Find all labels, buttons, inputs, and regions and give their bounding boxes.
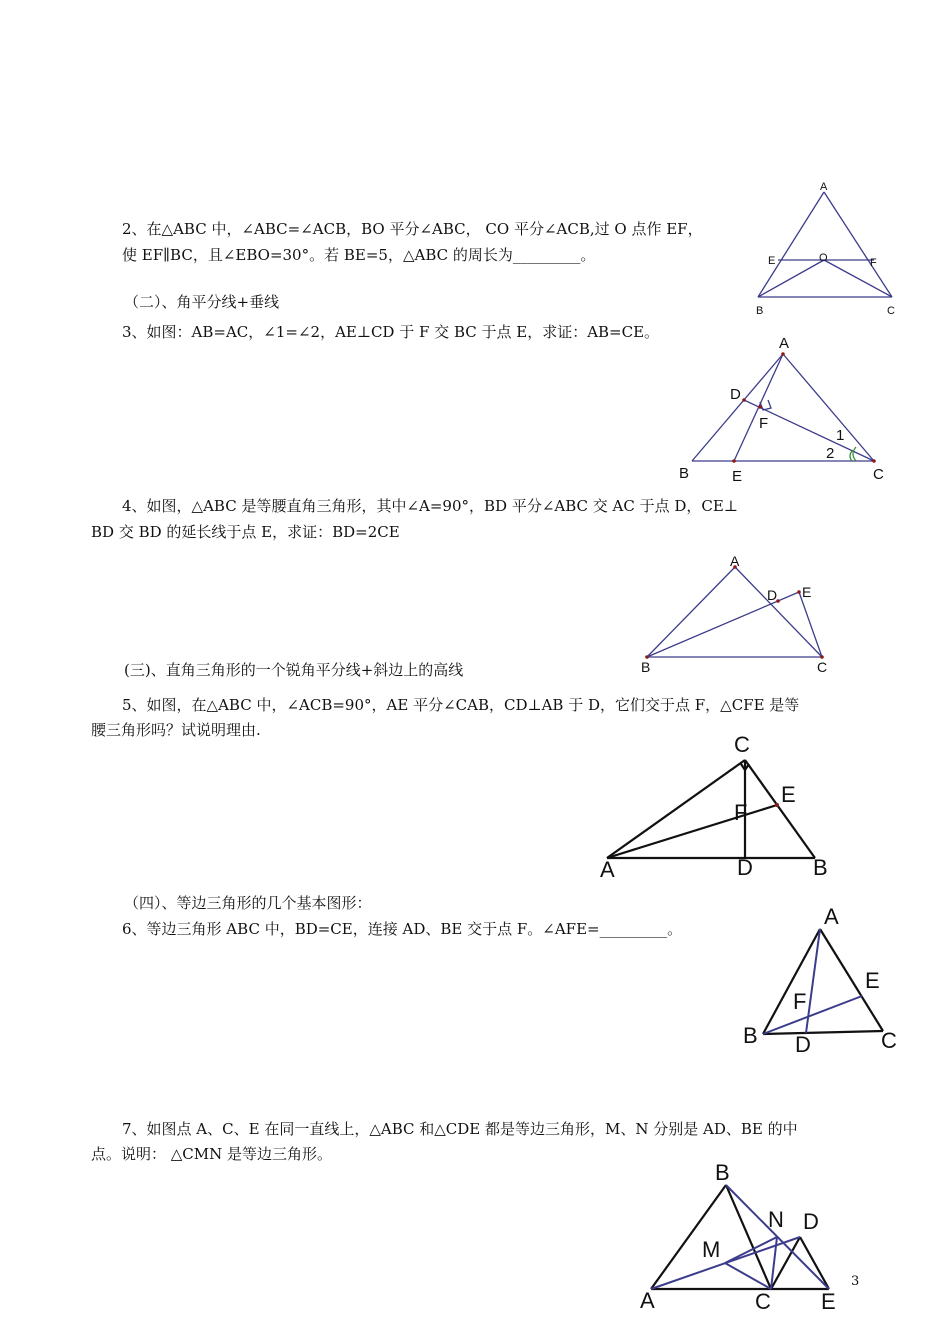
- q5-label-b: B: [813, 855, 828, 880]
- q7-line1: 7、如图点 A、C、E 在同一直线上，△ABC 和△CDE 都是等边三角形，M、N 分别是 AD、BE 的中: [122, 1120, 798, 1138]
- q2-label-f: F: [870, 257, 877, 269]
- q6-label-c: C: [881, 1028, 897, 1053]
- q4-label-c: C: [817, 659, 828, 675]
- q3-label-2: 2: [826, 445, 835, 462]
- q4-label-a: A: [730, 553, 740, 569]
- q4-label-b: B: [641, 659, 651, 675]
- q3-line1: 3、如图：AB=AC，∠1=∠2，AE⊥CD 于 F 交 BC 于点 E，求证：AB=CE。: [122, 323, 660, 341]
- q5-line2: 腰三角形吗？试说明理由.: [91, 721, 261, 739]
- q3-label-d: D: [730, 386, 741, 403]
- q3-figure: [672, 330, 892, 490]
- q2-line2: 使 EF∥BC，且∠EBO=30°。若 BE=5，△ABC 的周长为_________。: [122, 246, 596, 264]
- q7-line2: 点。说明： △CMN 是等边三角形。: [91, 1145, 333, 1163]
- q6-label-d: D: [795, 1032, 811, 1057]
- q5-label-d: D: [737, 855, 753, 880]
- q7-label-d: D: [803, 1209, 819, 1234]
- q6-figure: [738, 902, 908, 1062]
- q5-figure: [595, 730, 845, 885]
- q6-label-a: A: [824, 904, 839, 929]
- q4-line1: 4、如图，△ABC 是等腰直角三角形，其中∠A=90°，BD 平分∠ABC 交 AC 于点 D，CE⊥: [122, 497, 738, 515]
- q7-label-e: E: [821, 1289, 836, 1314]
- q7-label-b: B: [715, 1160, 730, 1185]
- q6-line1: 6、等边三角形 ABC 中，BD=CE，连接 AD、BE 交于点 F。∠AFE=_________。: [122, 920, 683, 938]
- q2-label-e: E: [768, 255, 776, 267]
- q3-label-1: 1: [836, 427, 845, 444]
- q2-label-o: O: [819, 252, 828, 264]
- q2-label-b: B: [756, 305, 764, 317]
- q4-label-e: E: [802, 584, 812, 600]
- q3-label-c: C: [873, 466, 884, 483]
- q2-label-a: A: [820, 181, 828, 193]
- q7-label-m: M: [702, 1237, 721, 1262]
- q7-label-a: A: [640, 1288, 655, 1313]
- q4-figure: [635, 550, 845, 680]
- q7-label-n: N: [768, 1207, 784, 1232]
- section-3-title: (三)、直角三角形的一个锐角平分线+斜边上的高线: [124, 661, 464, 679]
- q3-label-f: F: [759, 415, 769, 432]
- q6-label-f: F: [793, 989, 807, 1014]
- q5-label-a: A: [600, 857, 615, 882]
- section-2-title: （二）、角平分线+垂线: [124, 293, 280, 311]
- page-number: 3: [851, 1274, 860, 1289]
- q6-label-e: E: [865, 968, 880, 993]
- q4-label-d: D: [767, 587, 778, 603]
- q6-label-b: B: [743, 1023, 758, 1048]
- q7-figure: [635, 1155, 850, 1344]
- q2-line1: 2、在△ABC 中，∠ABC=∠ACB，BO 平分∠ABC， CO 平分∠ACB,过 O 点作 EF，: [122, 220, 703, 238]
- q2-figure: [750, 178, 910, 318]
- q3-label-a: A: [779, 335, 790, 352]
- q3-label-b: B: [679, 465, 690, 482]
- section-4-title: （四）、等边三角形的几个基本图形：: [124, 894, 372, 912]
- q5-label-e: E: [781, 782, 796, 807]
- q3-label-e: E: [732, 468, 743, 485]
- q2-label-c: C: [887, 305, 895, 317]
- q5-label-f: F: [734, 800, 748, 825]
- q4-line2: BD 交 BD 的延长线于点 E，求证：BD=2CE: [91, 523, 400, 541]
- q5-line1: 5、如图，在△ABC 中，∠ACB=90°，AE 平分∠CAB，CD⊥AB 于 D，它们交于点 F，△CFE 是等: [122, 696, 800, 714]
- q7-label-c: C: [755, 1289, 771, 1314]
- q5-label-c: C: [734, 732, 750, 757]
